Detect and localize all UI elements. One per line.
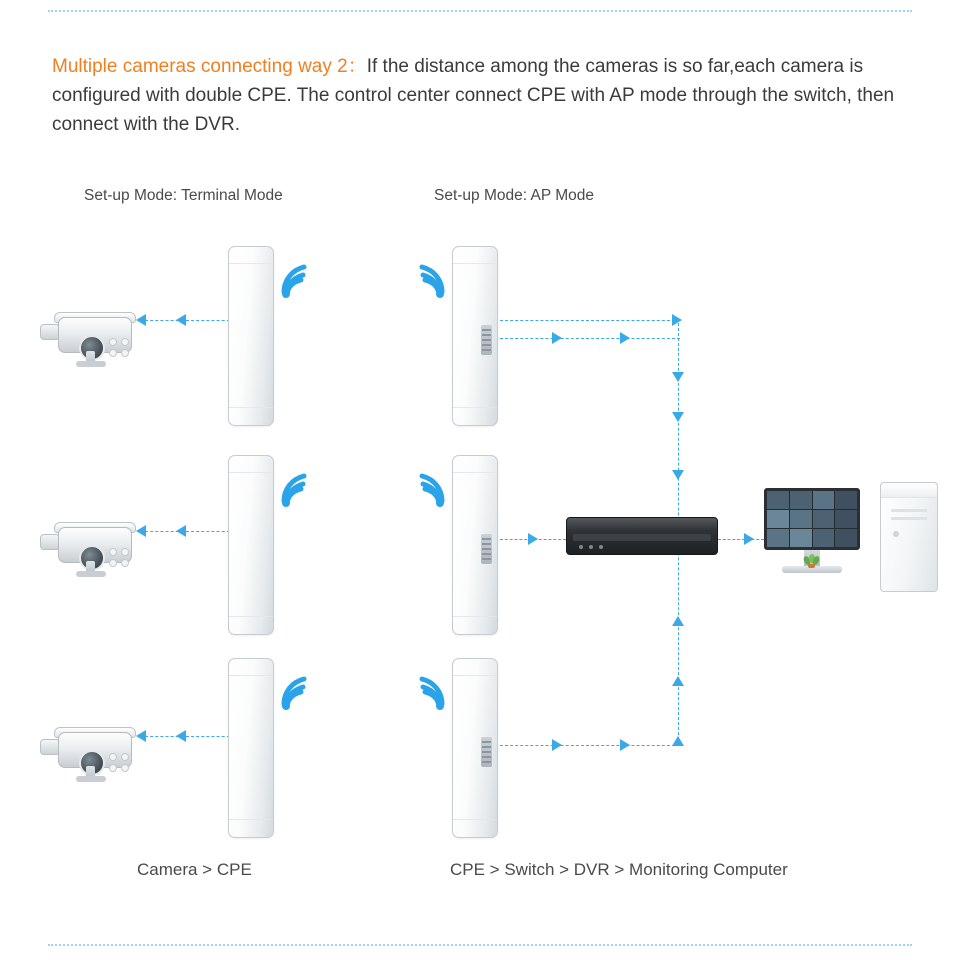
camera-led: [121, 764, 129, 772]
tower-drive-slot: [891, 517, 927, 520]
wifi-signal-icon: [278, 467, 318, 511]
link-cpe3-to-bus: [500, 745, 680, 746]
monitor-grid-cell: [813, 491, 835, 509]
arrow-right-icon: [672, 314, 682, 326]
tower-power-button[interactable]: [893, 531, 899, 537]
camera-led: [121, 753, 129, 761]
monitor-grid-cell: [835, 510, 857, 528]
left-mode-label: Set-up Mode: Terminal Mode: [84, 187, 283, 204]
camera-icon: [40, 515, 140, 577]
arrow-right-icon: [552, 739, 562, 751]
monitor-grid-cell: [767, 510, 789, 528]
monitor-camera-grid: [767, 491, 857, 547]
cpe-ap-icon: [452, 658, 498, 838]
cpe-seam: [229, 407, 273, 408]
arrow-left-icon: [136, 525, 146, 537]
bottom-divider: [48, 944, 912, 946]
tower-bevel: [881, 483, 937, 498]
arrow-right-icon: [620, 332, 630, 344]
link-cpe1-to-bus: [500, 338, 680, 339]
arrow-down-icon: [672, 372, 684, 382]
camera-base: [76, 571, 106, 577]
cpe-seam: [453, 819, 497, 820]
camera-led: [121, 548, 129, 556]
camera-tail: [40, 739, 60, 755]
dvr-recorder-icon: [566, 517, 718, 555]
camera-body: [58, 317, 132, 353]
right-mode-label: Set-up Mode: AP Mode: [434, 187, 594, 204]
camera-led: [109, 338, 117, 346]
left-footer-label: Camera > CPE: [137, 860, 252, 879]
camera-led: [109, 349, 117, 357]
monitor-grid-cell: [813, 510, 835, 528]
cpe-seam: [229, 263, 273, 264]
arrow-up-icon: [672, 616, 684, 626]
wifi-signal-icon: [408, 670, 448, 714]
camera-led: [109, 559, 117, 567]
link-cpe-to-camera: [140, 531, 240, 532]
wifi-signal-icon: [408, 258, 448, 302]
cpe-seam: [229, 472, 273, 473]
cpe-terminal-icon: [228, 455, 274, 635]
top-divider: [48, 10, 912, 12]
headline: [52, 52, 932, 139]
cpe-port-icon: [481, 534, 492, 564]
arrow-left-icon: [176, 525, 186, 537]
arrow-left-icon: [176, 730, 186, 742]
monitor-grid-cell: [813, 529, 835, 547]
arrow-left-icon: [176, 314, 186, 326]
monitor-grid-cell: [835, 529, 857, 547]
cpe-port-icon: [481, 737, 492, 767]
cpe-seam: [229, 616, 273, 617]
arrow-left-icon: [136, 730, 146, 742]
arrow-down-icon: [672, 470, 684, 480]
arrow-up-icon: [672, 676, 684, 686]
dvr-led: [599, 545, 603, 549]
tower-drive-slot: [891, 509, 927, 512]
camera-led: [109, 548, 117, 556]
camera-tail: [40, 534, 60, 550]
arrow-right-icon: [620, 739, 630, 751]
cpe-seam: [453, 616, 497, 617]
camera-base: [76, 361, 106, 367]
computer-tower-icon: [880, 482, 938, 592]
arrow-right-icon: [552, 332, 562, 344]
link-bus-top: [500, 320, 680, 321]
arrow-down-icon: [672, 412, 684, 422]
camera-base: [76, 776, 106, 782]
cpe-seam: [453, 675, 497, 676]
camera-led: [109, 764, 117, 772]
cpe-terminal-icon: [228, 246, 274, 426]
monitor-grid-cell: [767, 529, 789, 547]
wifi-signal-icon: [278, 258, 318, 302]
cpe-ap-icon: [452, 455, 498, 635]
monitor-icon: [764, 488, 860, 576]
dvr-front-strip: [573, 534, 711, 541]
headline-lead: Multiple cameras connecting way 2: [52, 56, 348, 77]
monitor-screen: [764, 488, 860, 550]
arrow-right-icon: [528, 533, 538, 545]
camera-icon: [40, 720, 140, 782]
cpe-seam: [229, 675, 273, 676]
camera-body: [58, 732, 132, 768]
right-footer-label: CPE > Switch > DVR > Monitoring Computer: [450, 860, 788, 879]
link-cpe-to-camera: [140, 320, 240, 321]
camera-led: [121, 349, 129, 357]
camera-led: [121, 338, 129, 346]
monitor-grid-cell: [790, 491, 812, 509]
cpe-terminal-icon: [228, 658, 274, 838]
camera-tail: [40, 324, 60, 340]
plant-icon: [804, 556, 818, 568]
monitor-grid-cell: [767, 491, 789, 509]
cpe-ap-icon: [452, 246, 498, 426]
monitor-grid-cell: [790, 510, 812, 528]
monitor-grid-cell: [835, 491, 857, 509]
cpe-seam: [229, 819, 273, 820]
cpe-seam: [453, 407, 497, 408]
wifi-signal-icon: [408, 467, 448, 511]
monitor-grid-cell: [790, 529, 812, 547]
cpe-seam: [453, 263, 497, 264]
link-dvr-to-monitor: [718, 539, 764, 540]
arrow-left-icon: [136, 314, 146, 326]
camera-icon: [40, 305, 140, 367]
camera-led: [121, 559, 129, 567]
dvr-led: [579, 545, 583, 549]
wifi-signal-icon: [278, 670, 318, 714]
arrow-right-icon: [744, 533, 754, 545]
camera-led: [109, 753, 117, 761]
dvr-led: [589, 545, 593, 549]
cpe-port-icon: [481, 325, 492, 355]
camera-body: [58, 527, 132, 563]
headline-lead-separator: ：: [347, 56, 367, 77]
cpe-seam: [453, 472, 497, 473]
headline-body: If the distance among the cameras is so far,each camera is configured with double CPE. The control center connect CPE with AP mode through the switch, then connect with the DVR.: [52, 56, 895, 135]
link-cpe-to-camera: [140, 736, 240, 737]
